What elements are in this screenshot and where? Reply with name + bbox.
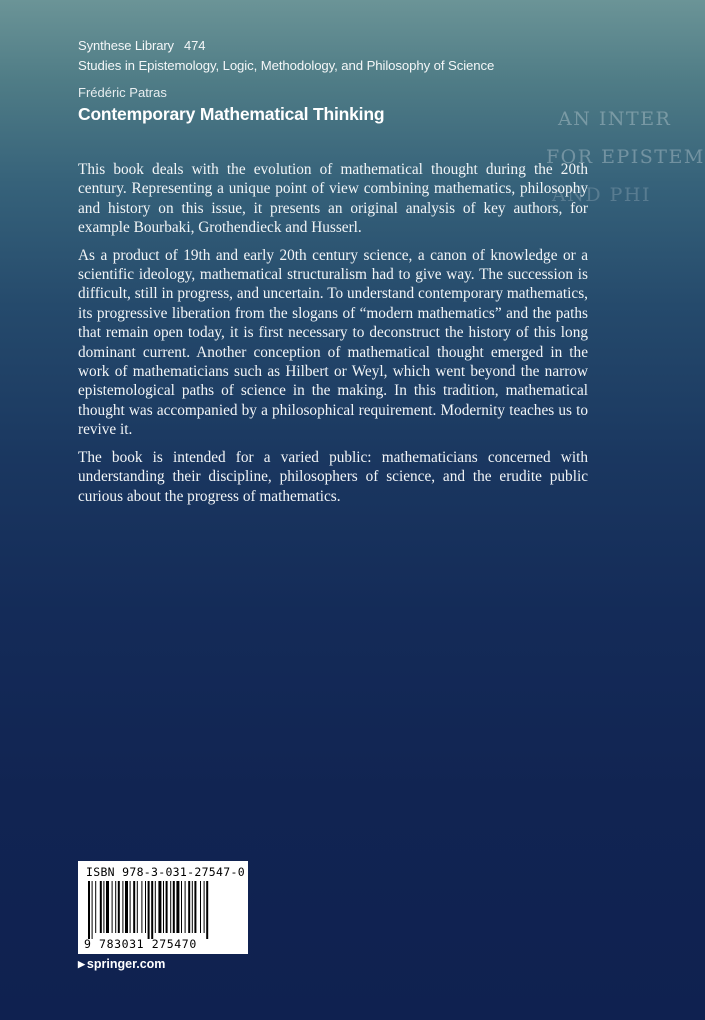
isbn-barcode (78, 861, 248, 954)
publisher-link-text: springer.com (86, 957, 166, 971)
ghost-line-2: FOR EPISTEM (546, 146, 705, 168)
publisher-website-link[interactable] (78, 957, 165, 971)
description-paragraph-2: As a product of 19th and early 20th century science, a canon of knowledge or a scientific ideology, mathematical structuralism had to give way. The succession is difficult, still in progress, and uncertain. To understand contemporary mathematics, its progressive liberation from the slogans of “modern mathematics” and the paths that remain open today, it is first necessary to deconstruct the history of this long dominant current. Another conception of mathematical thought emerged in the work of mathematicians such as Hilbert or Weyl, which went beyond the narrow epistemological paths of science in the making. In this tradition, mathematical thought was accompanied by a philosophical requirement. Modernity teaches us to revive it. (78, 246, 588, 439)
description-paragraph-3: The book is intended for a varied public: mathematicians concerned with understanding their discipline, philosophers of science, and the erudite public curious about the progress of mathematics. (78, 448, 588, 505)
series-info (78, 36, 494, 76)
ghost-line-3: AND PHI (552, 184, 651, 206)
author-name: Frédéric Patras (78, 85, 167, 100)
series-subtitle: Studies in Epistemology, Logic, Methodology, and Philosophy of Science (78, 58, 495, 73)
description-paragraph-1: This book deals with the evolution of mathematical thought during the 20th century. Representing a unique point of view combining mathematics, philosophy and history on this issue, it presents an original analysis of key authors, for example Bourbaki, Grothendieck and Husserl. (78, 161, 588, 237)
series-name: Synthese Library (78, 38, 174, 53)
ean-digits: 9 783031 275470 (84, 937, 197, 951)
book-title: Contemporary Mathematical Thinking (78, 104, 385, 124)
ghost-line-1: AN INTER (558, 108, 672, 130)
series-heading (78, 36, 494, 56)
series-volume: 474 (183, 38, 206, 53)
barcode-bars (86, 881, 240, 939)
isbn-number: ISBN 978-3-031-27547-0 (86, 865, 245, 879)
triangle-arrow-icon: ▶ (78, 959, 85, 969)
book-description (78, 160, 588, 514)
